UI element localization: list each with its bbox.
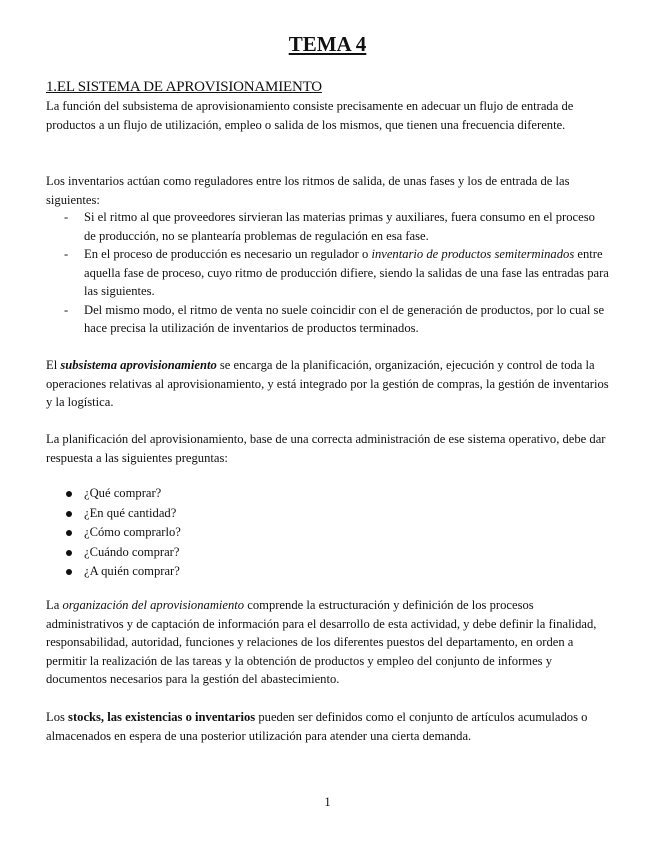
question-item xyxy=(46,504,609,524)
questions-list xyxy=(46,484,609,582)
paragraph-3-emphasis: subsistema aprovisionamiento xyxy=(60,358,217,372)
bullet-icon xyxy=(66,569,72,575)
page-title: TEMA 4 xyxy=(288,32,367,56)
question-item xyxy=(46,562,609,582)
question-item xyxy=(46,543,609,563)
page-number: 1 xyxy=(324,795,331,809)
question-text: ¿A quién comprar? xyxy=(84,564,180,578)
dash-item-text: Del mismo modo, el ritmo de venta no suele coincidir con el de generación de productos, por lo cual se hace precisa la utilización de inventarios de productos terminados. xyxy=(84,302,605,335)
dash-list-item xyxy=(46,301,609,338)
dash-list-item xyxy=(46,245,609,301)
paragraph-3-start: El xyxy=(46,358,61,372)
question-text: ¿Qué comprar? xyxy=(84,486,162,500)
paragraph-1: La función del subsistema de aprovisionamiento consiste precisamente en adecuar un flujo de entrada de productos a un flujo de utilización, empleo o salida de los mismos, que tienen una frecuencia diferente. xyxy=(46,99,574,132)
question-text: ¿Cómo comprarlo? xyxy=(84,525,181,539)
paragraph-6-start: Los xyxy=(46,710,69,724)
dash-item-text: Si el ritmo al que proveedores sirvieran las materias primas y auxiliares, fuera consumo en el proceso de producción, no se plantearía problemas de regulación en esa fase. xyxy=(84,210,595,243)
dash-marker: - xyxy=(64,302,69,317)
bullet-icon xyxy=(66,491,72,497)
dash-list-item xyxy=(46,208,609,245)
dash-item-text-start: En el proceso de producción es necesario un regulador o xyxy=(84,247,372,261)
paragraph-6 xyxy=(46,708,609,745)
dash-item-emphasis: inventario de productos semiterminados xyxy=(371,247,575,261)
question-item xyxy=(46,523,609,543)
dash-marker: - xyxy=(64,247,69,261)
paragraph-4: La planificación del aprovisionamiento, base de una correcta administración de ese sistema operativo, debe dar respuesta a las siguientes preguntas: xyxy=(46,432,606,465)
bullet-icon xyxy=(66,530,72,536)
dash-marker: - xyxy=(64,210,69,224)
question-text: ¿En qué cantidad? xyxy=(84,505,177,520)
paragraph-5-emphasis: organización del aprovisionamiento xyxy=(62,598,245,612)
paragraph-5-end: comprende la estructuración y definición de los procesos administrativos y de captación de información para el desarrollo de esta actividad, y debe definir la finalidad, responsabilidad, autoridad, funciones y relaciones de los diferentes puestos del departamento, en orden a permitir la realización de las tareas y la obtención de productos y empleo del conjunto de informes y documentos necesarios para la gestión del abastecimiento. xyxy=(46,598,597,686)
paragraph-5 xyxy=(46,596,609,689)
paragraph-5-start: La xyxy=(46,598,63,612)
bullet-icon xyxy=(66,511,72,517)
question-item xyxy=(46,484,609,504)
paragraph-6-end: pueden ser definidos como el conjunto de artículos acumulados o almacenados en espera de una posterior utilización para atender una cierta demanda. xyxy=(46,710,588,743)
question-text: ¿Cuándo comprar? xyxy=(84,544,180,559)
section-heading: 1.EL SISTEMA DE APROVISIONAMIENTO xyxy=(46,79,322,95)
paragraph-3-end: se encarga de la planificación, organización, ejecución y control de toda la operaciones relativas al aprovisionamiento, y está integrado por la gestión de compras, la gestión de inventarios y la logística. xyxy=(46,358,609,409)
bullet-icon xyxy=(66,550,72,556)
paragraph-2: Los inventarios actúan como reguladores entre los ritmos de salida, de unas fases y los de entrada de las siguientes: xyxy=(46,174,570,207)
dash-list xyxy=(46,208,609,338)
paragraph-3 xyxy=(46,356,609,412)
paragraph-6-emphasis: stocks, las existencias o inventarios xyxy=(68,710,256,724)
dash-item-text-end: entre aquella fase de proceso, cuyo ritmo de producción difiere, siendo la salidas de una fase las entradas para las siguientes. xyxy=(84,247,609,298)
